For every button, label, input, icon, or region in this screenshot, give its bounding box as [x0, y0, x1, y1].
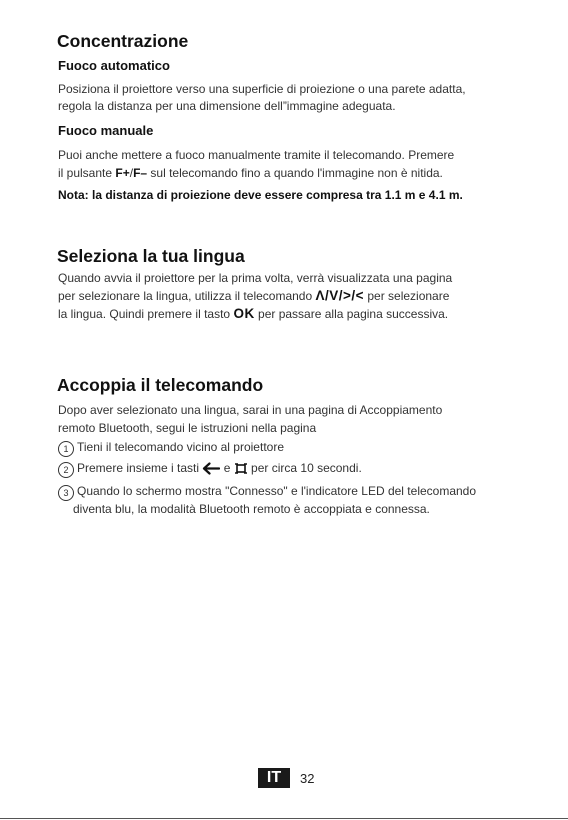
- step-number: 1: [58, 441, 74, 457]
- heading-manual-focus: Fuoco manuale: [58, 123, 154, 138]
- manual-focus-line2-after: sul telecomando fino a quando l'immagine non è nitida.: [147, 166, 443, 180]
- section-title-pair-remote: Accoppia il telecomando: [57, 375, 264, 395]
- manual-focus-line2-before: il pulsante: [58, 166, 116, 180]
- key-focus-plus: F+: [115, 166, 130, 180]
- back-arrow-icon: [202, 461, 220, 481]
- distance-note: Nota: la distanza di proiezione deve essere compresa tra 1.1 m e 4.1 m.: [58, 188, 463, 202]
- section-title-language: Seleziona la tua lingua: [57, 246, 245, 266]
- section-title-focus: Concentrazione: [57, 31, 189, 51]
- step-2: [58, 458, 362, 481]
- step-number: 2: [58, 462, 74, 478]
- pair-line2: remoto Bluetooth, segui le istruzioni nella pagina: [58, 421, 317, 435]
- heading-auto-focus: Fuoco automatico: [58, 58, 170, 73]
- step-text-mid: e: [220, 461, 234, 475]
- language-line2-after: per selezionare: [364, 289, 450, 303]
- language-line3: [58, 304, 448, 324]
- language-line2: [58, 286, 449, 306]
- manual-focus-line1: Puoi anche mettere a fuoco manualmente tramite il telecomando. Premere: [58, 148, 455, 162]
- step-1: [58, 437, 284, 457]
- bottom-divider: [0, 818, 568, 819]
- step-text-after: per circa 10 secondi.: [247, 461, 362, 475]
- language-line1: Quando avvia il proiettore per la prima volta, verrà visualizzata una pagina: [58, 271, 453, 285]
- nav-keys-icon: Λ/V/>/<: [315, 288, 365, 303]
- step-text: Quando lo schermo mostra "Connesso" e l'indicatore LED del telecomando: [77, 484, 477, 498]
- step-text-before: Premere insieme i tasti: [77, 461, 203, 475]
- language-line3-before: la lingua. Quindi premere il tasto: [58, 307, 234, 321]
- language-line3-after: per passare alla pagina successiva.: [254, 307, 449, 321]
- step-3-continuation: diventa blu, la modalità Bluetooth remoto è accoppiata e connessa.: [73, 502, 430, 516]
- language-badge: IT: [258, 768, 290, 788]
- key-separator: /: [129, 166, 134, 180]
- auto-focus-line1: Posiziona il proiettore verso una superficie di proiezione o una parete adatta,: [58, 82, 466, 96]
- step-text: Tieni il telecomando vicino al proiettore: [77, 440, 284, 454]
- step-number: 3: [58, 485, 74, 501]
- step-3: [58, 481, 476, 501]
- menu-frame-icon: [234, 461, 248, 481]
- pair-line1: Dopo aver selezionato una lingua, sarai in una pagina di Accoppiamento: [58, 403, 443, 417]
- key-ok: OK: [233, 306, 255, 321]
- manual-focus-line2: [58, 163, 443, 183]
- page-number: 32: [300, 770, 315, 786]
- key-focus-minus: F–: [133, 166, 148, 180]
- language-line2-before: per selezionare la lingua, utilizza il telecomando: [58, 289, 316, 303]
- auto-focus-line2: regola la distanza per una dimensione dell”immagine adeguata.: [58, 99, 396, 113]
- page-footer: [258, 768, 314, 788]
